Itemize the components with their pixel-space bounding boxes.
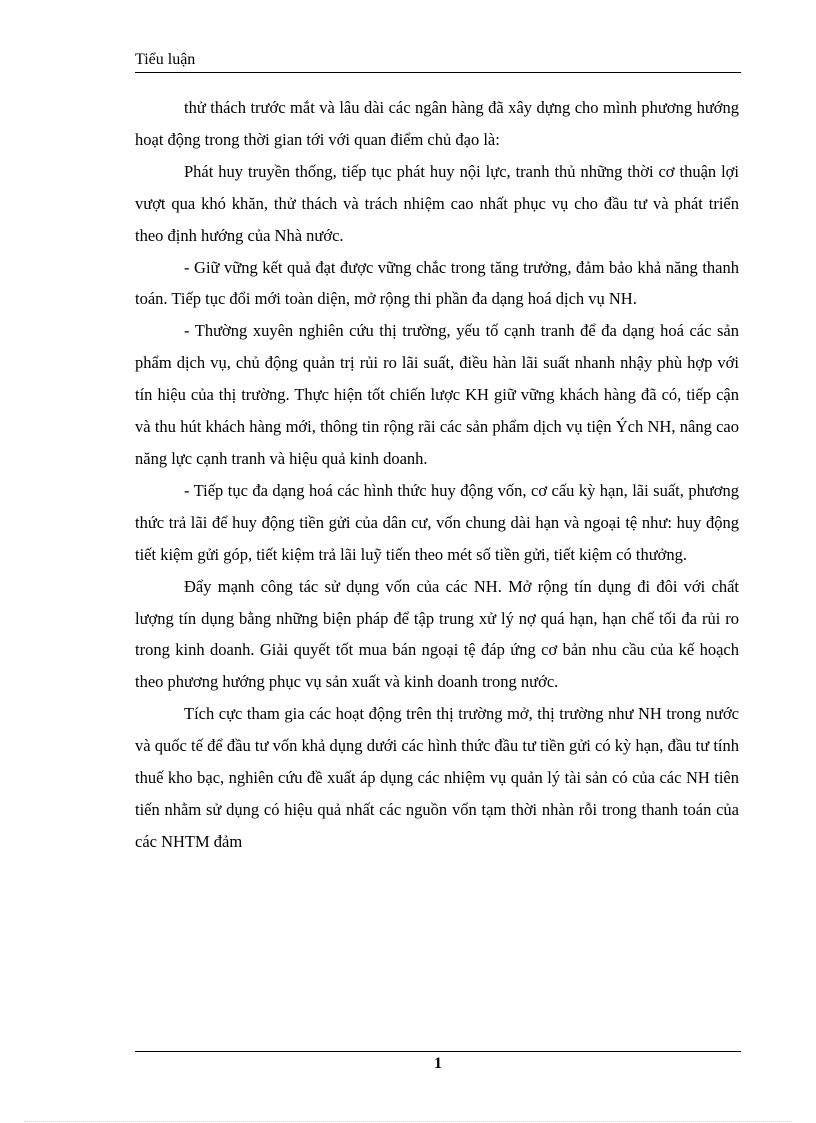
document-body [135,92,739,858]
paragraph: - Tiếp tục đa dạng hoá các hình thức huy động vốn, cơ cấu kỳ hạn, lãi suất, phương thức trả lãi để huy động tiền gửi của dân cư, vốn chung dài hạn và ngoại tệ như: huy động tiết kiệm gửi góp, tiết kiệm trả lãi luỹ tiến theo mét số tiền gửi, tiết kiệm có thưởng. [135,480,739,564]
page-footer [135,1051,741,1072]
page-header [135,48,741,73]
page-number: 1 [434,1055,442,1072]
paragraph: Đẩy mạnh công tác sử dụng vốn của các NH. Mở rộng tín dụng đi đôi với chất lượng tín dụng bằng những biện pháp để tập trung xử lý nợ quá hạn, hạn chế tối đa rủi ro trong kinh doanh. Giải quyết tốt mua bán ngoại tệ đáp ứng cơ bản nhu cầu của kế hoạch theo phương hướng phục vụ sản xuất và kinh doanh trong nước. [135,576,739,692]
paragraph: Phát huy truyền thống, tiếp tục phát huy nội lực, tranh thủ những thời cơ thuận lợi vượt qua khó khăn, thử thách và trách nhiệm cao nhất phục vụ cho đầu tư và phát triển theo định hướng của Nhà nước. [135,161,739,245]
paragraph: Tích cực tham gia các hoạt động trên thị trường mở, thị trường như NH trong nước và quốc tế để đầu tư vốn khả dụng dưới các hình thức đầu tư tiền gửi có kỳ hạn, đầu tư tính thuế kho bạc, nghiên cứu đề xuất áp dụng các nhiệm vụ quản lý tài sản có của các NH tiên tiến nhằm sử dụng có hiệu quả nhất các nguồn vốn tạm thời nhàn rỗi trong thanh toán của các NHTM đảm [135,704,739,851]
paragraph: thử thách trước mắt và lâu dài các ngân hàng đã xây dựng cho mình phương hướng hoạt động trong thời gian tới với quan điểm chủ đạo là: [135,98,739,149]
header-title: Tiểu luận [135,51,196,68]
page-edge-divider [24,1121,792,1122]
paragraph: - Giữ vững kết quả đạt được vững chắc trong tăng trưởng, đảm bảo khả năng thanh toán. Tiếp tục đổi mới toàn diện, mở rộng thi phần đa dạng hoá dịch vụ NH. [135,257,739,309]
paragraph: - Thường xuyên nghiên cứu thị trường, yếu tố cạnh tranh để đa dạng hoá các sản phẩm dịch vụ, chủ động quản trị rủi ro lãi suất, điều hàn lãi suất nhanh nhậy phù hợp với tín hiệu của thị trường. Thực hiện tốt chiến lược KH giữ vững khách hàng đã có, tiếp cận và thu hút khách hàng mới, thông tin rộng rãi các sản phẩm dịch vụ tiện Ých NH, nâng cao năng lực cạnh tranh và hiệu quả kinh doanh. [135,321,739,468]
